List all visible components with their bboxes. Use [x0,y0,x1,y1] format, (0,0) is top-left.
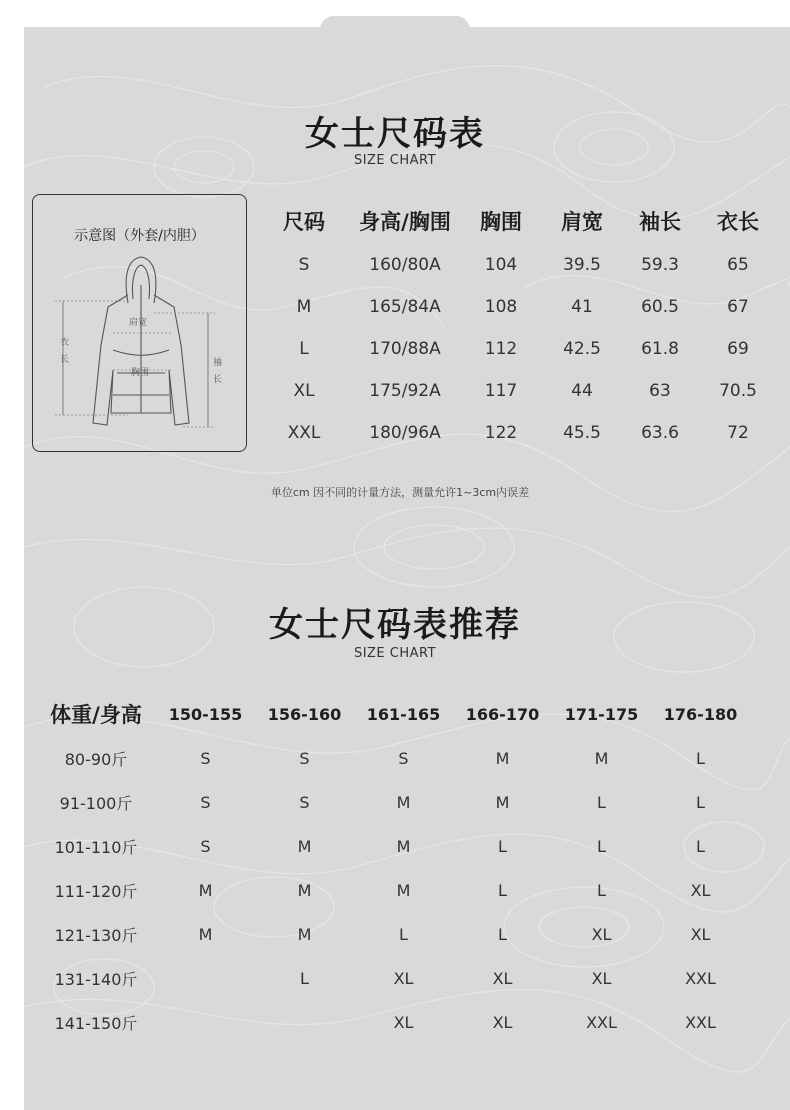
header-cell: 166-170 [465,704,540,724]
cell: 101-110斤 [54,837,138,857]
cell: 63 [649,381,671,401]
svg-text:长: 长 [60,355,70,365]
size-chart-subtitle: SIZE CHART [353,153,437,168]
cell: XL [393,1012,414,1032]
cell: L [498,924,507,944]
cell: 108 [484,297,518,317]
cell: XL [492,1012,513,1032]
cell: XL [690,924,711,944]
cell: L [597,880,606,900]
cell: 170/88A [369,339,441,359]
header-cell: 体重/身高 [50,703,142,727]
cell [156,1000,255,1044]
cell: S [200,792,211,812]
label-chest: 胸围 [131,368,150,378]
cell: M [297,924,312,944]
table-row [268,370,788,412]
recommend-table [36,692,750,1044]
cell: S [299,748,310,768]
label-shoulder: 肩宽 [129,318,148,328]
svg-text:长: 长 [213,375,223,385]
cell: XL [492,968,513,988]
table-row [268,328,788,370]
cell: 141-150斤 [54,1013,138,1033]
table-row [36,1000,750,1044]
header-cell: 171-175 [564,704,639,724]
cell: XXL [685,1012,716,1032]
table-row [36,868,750,912]
table-row [268,244,788,286]
cell: 112 [484,339,518,359]
cell: M [594,748,609,768]
header-cell: 156-160 [267,704,342,724]
cell: 67 [727,297,749,317]
cell: L [696,748,705,768]
table-row [36,736,750,780]
cell: 91-100斤 [59,793,133,813]
cell: L [498,880,507,900]
cell: XL [690,880,711,900]
cell: 175/92A [369,381,441,401]
cell: 60.5 [641,297,679,317]
cell: 80-90斤 [64,749,128,769]
cell: 39.5 [563,255,601,275]
cell: XL [591,924,612,944]
cell: M [396,880,411,900]
cell: 70.5 [719,381,757,401]
size-table-header [268,198,788,244]
table-row [268,412,788,454]
cell: 41 [571,297,593,317]
cell: 59.3 [641,255,679,275]
cell: L [299,339,309,359]
cell: M [396,792,411,812]
header-cell: 袖长 [639,210,681,234]
cell: S [398,748,409,768]
table-row [36,824,750,868]
header-cell: 176-180 [663,704,738,724]
header-cell: 身高/胸围 [359,210,451,234]
cell: S [298,255,310,275]
label-sleeve: 袖 [213,358,223,368]
cell: 65 [727,255,749,275]
cell: XL [393,968,414,988]
recommend-table-header [36,692,750,736]
cell: 111-120斤 [54,881,138,901]
cell: L [696,836,705,856]
header-cell: 衣长 [717,210,759,234]
cell: M [296,297,312,317]
header-cell: 161-165 [366,704,441,724]
cell: M [495,748,510,768]
cell: 117 [484,381,518,401]
header-cell: 150-155 [168,704,243,724]
cell: 72 [727,423,749,443]
cell: 45.5 [563,423,601,443]
size-chart-title: 女士尺码表 [305,114,485,154]
cell: XXL [287,423,321,443]
cell: 131-140斤 [54,969,138,989]
cell: 69 [727,339,749,359]
cell [255,1000,354,1044]
header-cell: 肩宽 [561,210,603,234]
size-table [268,198,788,454]
jacket-icon [33,195,248,453]
cell: 44 [571,381,593,401]
cell: S [299,792,310,812]
cell: XL [293,381,315,401]
cell: XXL [685,968,716,988]
cell: S [200,836,211,856]
table-row [36,956,750,1000]
cell: 160/80A [369,255,441,275]
cell: 122 [484,423,518,443]
cell: M [297,880,312,900]
cell: L [300,968,309,988]
cell: L [696,792,705,812]
header-cell: 尺码 [283,210,325,234]
cell: 61.8 [641,339,679,359]
cell: M [198,924,213,944]
cell: S [200,748,211,768]
jacket-diagram [32,194,247,452]
table-row [268,286,788,328]
table-row [36,780,750,824]
cell [156,956,255,1000]
cell: 104 [484,255,518,275]
cell: XXL [586,1012,617,1032]
table-row [36,912,750,956]
recommend-title: 女士尺码表推荐 [269,605,521,645]
cell: M [495,792,510,812]
measurement-note: 单位cm 因不同的计量方法，测量允许1~3cm内误差 [270,486,530,499]
header-cell: 胸围 [480,210,522,234]
cell: 63.6 [641,423,679,443]
cell: XL [591,968,612,988]
cell: L [399,924,408,944]
diagram-caption: 示意图（外套/内胆） [74,228,205,244]
cell: M [297,836,312,856]
recommend-subtitle: SIZE CHART [353,646,437,661]
label-length: 衣 [60,338,70,348]
cell: 165/84A [369,297,441,317]
cell: L [597,836,606,856]
cell: 180/96A [369,423,441,443]
cell: L [597,792,606,812]
cell: 121-130斤 [54,925,138,945]
cell: L [498,836,507,856]
cell: 42.5 [563,339,601,359]
cell: M [396,836,411,856]
cell: M [198,880,213,900]
